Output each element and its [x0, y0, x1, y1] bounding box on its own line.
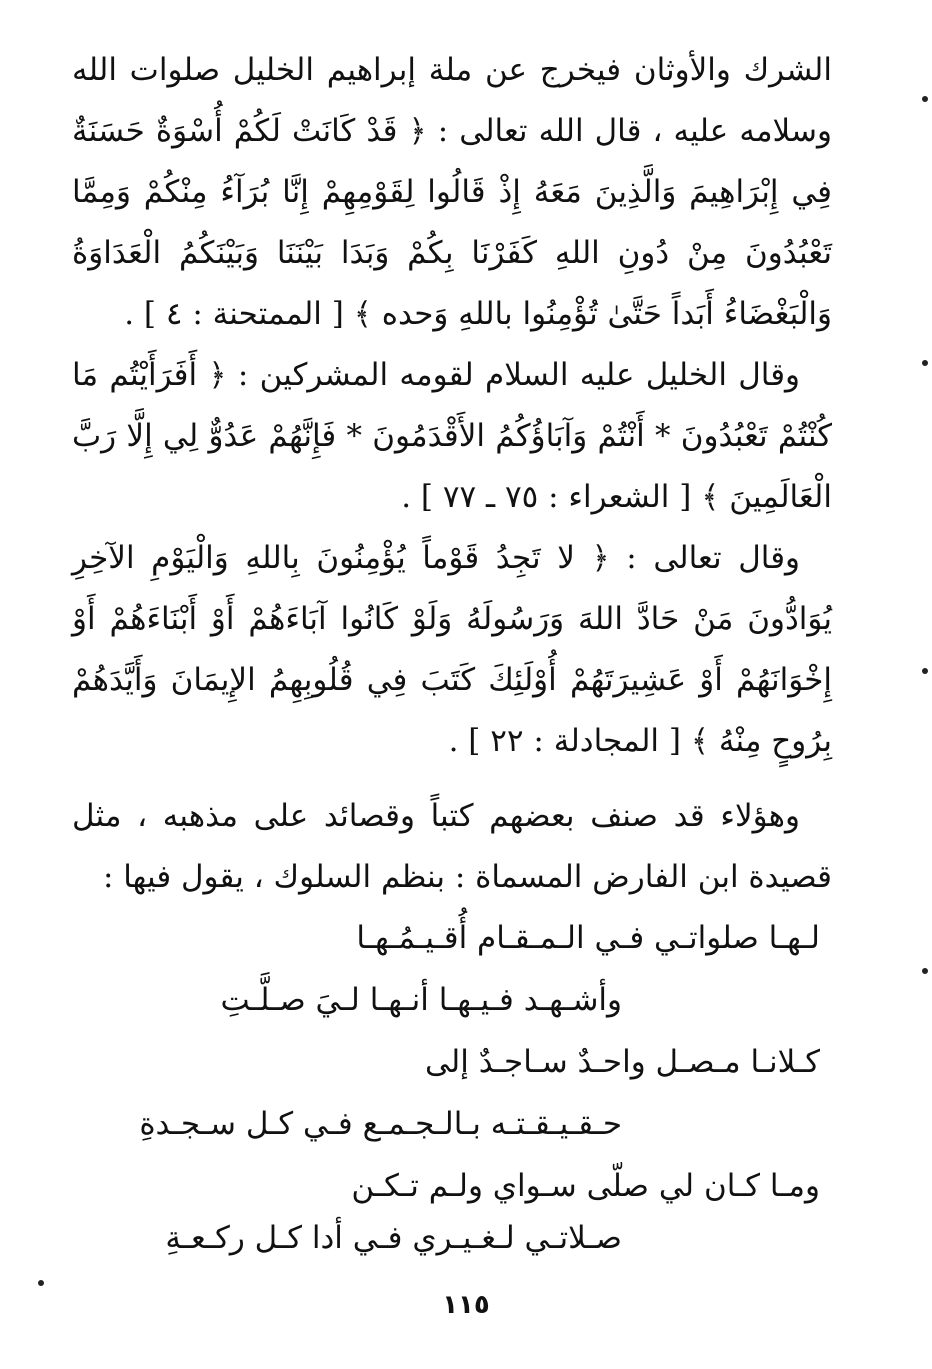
body-text [72, 40, 832, 908]
margin-dot [38, 1280, 44, 1286]
paragraph: وقال الخليل عليه السلام لقومه المشركين : ﴿ أَفَرَأَيْتُم مَا كُنْتُمْ تَعْبُدُونَ * أَنْتُمْ وَآبَاؤُكُمُ الأَقْدَمُونَ * فَإِنَّهُمْ عَدُوٌّ لِي إِلَّا رَبَّ الْعَالَمِينَ ﴾ [ الشعراء : ٧٥ ـ ٧٧ ] . [72, 357, 832, 515]
verse-first-hemistich: ومـا كـان لي صلّى سـواي ولـم تـكـن [351, 1168, 820, 1204]
page-number: ١١٥ [442, 1290, 490, 1320]
verse-second-hemistich: صـلاتـي لـغـيـري فـي أدا كـل ركـعـةِ [165, 1220, 622, 1256]
verse-second-hemistich: حـقـيـقـتـه بـالـجـمـع فـي كـل سـجـدةِ [139, 1106, 622, 1142]
verse-first-hemistich: كـلانـا مـصـل واحـدٌ سـاجـدٌ إلى [424, 1044, 820, 1080]
margin-dot [922, 668, 928, 674]
paragraph: وقال تعالى : ﴿ لا تَجِدُ قَوْماً يُؤْمِنُونَ بِاللهِ وَالْيَوْمِ الآخِرِ يُوَادُّونَ مَنْ حَادَّ اللهَ وَرَسُولَهُ وَلَوْ كَانُوا آبَاءَهُمْ أَوْ أَبْنَاءَهُمْ أَوْ إِخْوَانَهُمْ أَوْ عَشِيرَتَهُمْ أُوْلَئِكَ كَتَبَ فِي قُلُوبِهِمُ الإِيمَانَ وَأَيَّدَهُمْ بِرُوحٍ مِنْهُ ﴾ [ المجادلة : ٢٢ ] . [72, 540, 832, 759]
margin-dot [922, 360, 928, 366]
margin-dot [922, 968, 928, 974]
verse-first-hemistich: لـهـا صلواتـي فـي الـمـقـام أُقـيـمُـهـا [356, 920, 820, 956]
margin-dot [922, 96, 928, 102]
paragraph: الشرك والأوثان فيخرج عن ملة إبراهيم الخليل صلوات الله وسلامه عليه ، قال الله تعالى : ﴿ قَدْ كَانَتْ لَكُمْ أُسْوَةٌ حَسَنَةٌ فِي إِبْرَاهِيمَ وَالَّذِينَ مَعَهُ إِذْ قَالُوا لِقَوْمِهِمْ إِنَّا بُرَآءُ مِنْكُمْ وَمِمَّا تَعْبُدُونَ مِنْ دُونِ اللهِ كَفَرْنَا بِكُمْ وَبَدَا بَيْنَنَا وَبَيْنَكُمُ الْعَدَاوَةُ وَالْبَغْضَاءُ أَبَداً حَتَّىٰ تُؤْمِنُوا باللهِ وَحده ﴾ [ الممتحنة : ٤ ] . [72, 52, 832, 332]
verse-second-hemistich: وأشـهـد فـيـهـا أنـهـا لـيَ صـلَّـتِ [220, 982, 622, 1018]
paragraph: وهؤلاء قد صنف بعضهم كتباً وقصائد على مذهبه ، مثل قصيدة ابن الفارض المسماة : بنظم السلوك ، يقول فيها : [72, 798, 832, 895]
